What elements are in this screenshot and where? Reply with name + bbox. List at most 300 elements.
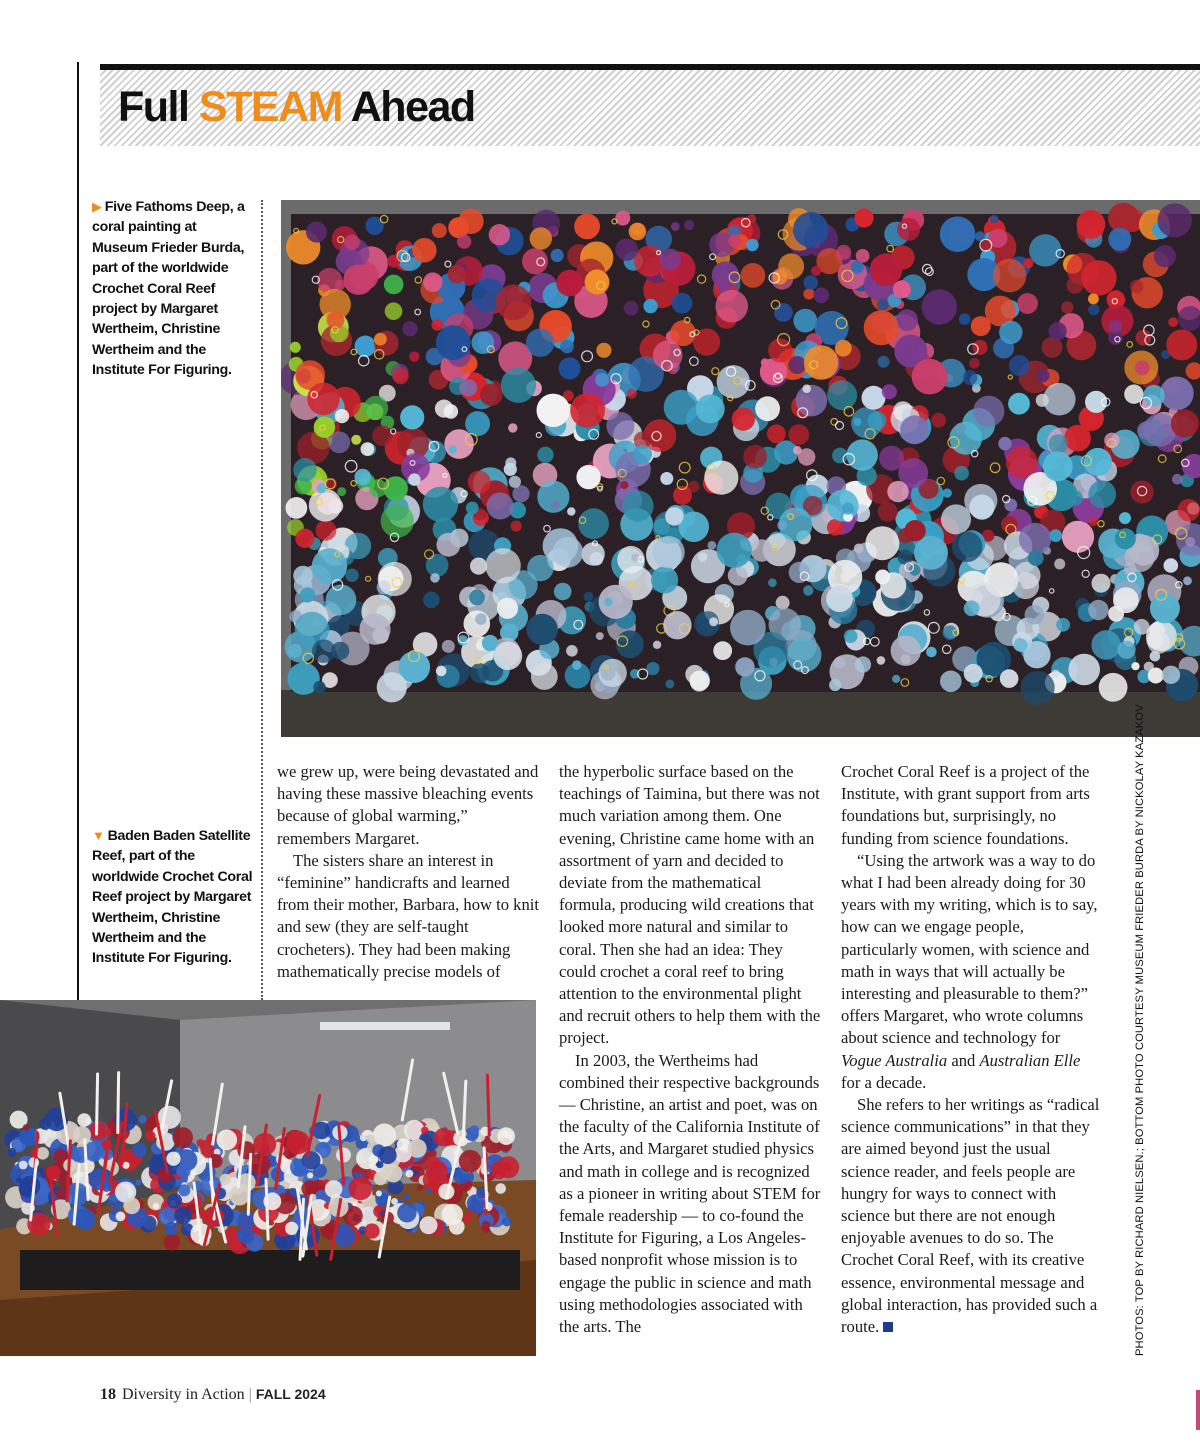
coral-blob: [343, 265, 373, 295]
coral-blob: [464, 610, 491, 637]
coral-blob: [1017, 293, 1038, 314]
coral-blob: [741, 263, 766, 288]
coral-blob: [1109, 320, 1123, 334]
coral-blob: [526, 329, 554, 357]
coral-blob: [1000, 669, 1019, 688]
reef-blob: [470, 1125, 480, 1135]
coral-blob: [599, 585, 633, 619]
reef-blob: [276, 1238, 287, 1249]
coral-blob: [560, 340, 574, 354]
coral-blob: [381, 504, 414, 537]
text-run: “Using the artwork was a way to do what I had been already doing for 30 years with my writing, which is to say, how can we engage people, particularly women, with science and math in ways that will actually be interesting and pleasurable to them?” offers Margaret, who wrote columns about science and technology for: [841, 850, 1098, 1048]
coral-blob: [596, 343, 611, 358]
coral-blob: [931, 413, 946, 428]
reef-blob: [502, 1217, 511, 1226]
coral-blob: [788, 424, 809, 445]
coral-blob: [469, 590, 485, 606]
article-column-3: [841, 761, 1103, 1338]
coral-blob: [708, 541, 717, 550]
coral-blob: [793, 212, 829, 248]
coral-blob: [423, 487, 458, 522]
coral-blob: [335, 409, 349, 423]
coral-blob: [696, 394, 725, 423]
caption-divider: [261, 200, 263, 1000]
coral-blob: [882, 384, 897, 399]
coral-blob: [1172, 474, 1183, 485]
coral-blob: [778, 253, 804, 279]
paragraph: In 2003, the Wertheims had combined their respective backgrounds — Christine, an artist and poet, was on the faculty of the California Institute of the Arts, and Margaret studied physics and math in college and is recognized as a pioneer in writing about STEM for female readership — to co-found the Institute for Figuring, a Los Angeles-based nonprofit whose mission is to engage the public in science and math using methodologies associated with the arts. The: [559, 1050, 821, 1337]
coral-blob: [844, 629, 858, 643]
coral-blob: [584, 592, 594, 602]
coral-blob: [735, 657, 754, 676]
reef-branch: [266, 1179, 268, 1239]
coral-blob: [400, 405, 424, 429]
coral-blob: [659, 249, 681, 271]
coral-blob: [717, 365, 750, 398]
coral-blob: [878, 356, 890, 368]
reef-blob: [397, 1203, 416, 1222]
title-part-1: Full: [118, 83, 189, 131]
coral-blob: [854, 418, 862, 426]
coral-blob: [354, 469, 371, 486]
reef-blob: [366, 1134, 375, 1143]
reef-blob: [364, 1223, 379, 1238]
coral-blob: [1113, 587, 1139, 613]
coral-blob: [760, 358, 787, 385]
paragraph: the hyperbolic surface based on the teachings of Taimina, but there was not much variation among them. One evening, Christine came home with an assortment of yarn and decided to deviate from the mathematical formula, producing wild creations that looked more natural and similar to coral. Then she had an idea: They could crochet a coral reef to bring attention to the environmental plight and recruit others to help them with the project.: [559, 762, 821, 1048]
coral-blob: [436, 666, 447, 677]
coral-blob: [892, 675, 900, 683]
coral-blob: [660, 472, 673, 485]
coral-blob: [891, 636, 921, 666]
coral-blob: [713, 641, 732, 660]
coral-blob: [993, 259, 1027, 293]
coral-blob: [344, 234, 360, 250]
coral-blob: [709, 617, 718, 626]
reef-blob: [153, 1203, 160, 1210]
triangle-right-icon: ▶: [92, 199, 102, 214]
bottom-caption-text: Baden Baden Satellite Reef, part of the worldwide Crochet Coral Reef project by Margaret Wertheim, Christine Wertheim and the Institute For Figuring.: [92, 828, 253, 967]
coral-blob: [300, 587, 315, 602]
coral-blob: [673, 486, 692, 505]
coral-blob: [964, 600, 980, 616]
reef-blob: [497, 1156, 519, 1178]
coral-blob: [312, 639, 336, 663]
reef-blob: [164, 1234, 181, 1251]
coral-blob: [693, 329, 720, 356]
coral-blob: [1054, 559, 1065, 570]
coral-blob: [1036, 369, 1049, 382]
coral-blob: [954, 466, 969, 481]
coral-blob: [378, 562, 412, 596]
coral-blob: [312, 548, 347, 583]
coral-blob: [1025, 605, 1045, 625]
coral-blob: [862, 386, 886, 410]
coral-blob: [1009, 355, 1030, 376]
coral-blob: [827, 380, 857, 410]
satellite-reef-photo: [0, 1000, 536, 1356]
coral-blob: [1088, 480, 1116, 508]
coral-blob: [1049, 529, 1062, 542]
coral-blob: [1178, 499, 1200, 521]
coral-blob: [1150, 651, 1161, 662]
coral-blob: [1021, 671, 1055, 705]
coral-blob: [309, 489, 342, 522]
coral-blob: [897, 218, 920, 241]
coral-blob: [290, 342, 301, 353]
coral-blob: [617, 546, 645, 574]
paragraph: [841, 850, 1103, 1094]
reef-blob: [123, 1197, 140, 1214]
coral-blob: [509, 476, 521, 488]
section-header: [100, 64, 1200, 146]
coral-blob: [643, 299, 657, 313]
coral-blob: [1143, 385, 1165, 407]
left-margin-rule: [77, 62, 79, 1000]
coral-blob: [1066, 277, 1083, 294]
coral-blob: [732, 408, 755, 431]
reef-blob: [324, 1223, 334, 1233]
coral-blob: [1064, 425, 1091, 452]
coral-blob: [1049, 434, 1069, 454]
coral-blob: [364, 396, 388, 420]
coral-blob: [620, 481, 628, 489]
coral-blob: [596, 632, 604, 640]
coral-blob: [949, 422, 982, 455]
reef-branch: [97, 1074, 98, 1134]
coral-blob: [1008, 393, 1030, 415]
coral-blob: [402, 321, 417, 336]
paragraph: The sisters share an interest in “feminine” handicrafts and learned from their mother, Barbara, how to knit and sew (they are self-taught crocheters). They had been making mathematically precise models of: [277, 850, 539, 981]
coral-blob: [1183, 576, 1192, 585]
reef-blob: [442, 1204, 463, 1225]
coral-blob: [1006, 446, 1038, 478]
coral-blob: [842, 502, 854, 514]
coral-blob: [1154, 245, 1176, 267]
reef-blob: [176, 1164, 190, 1178]
coral-blob: [774, 303, 793, 322]
coral-blob: [497, 598, 518, 619]
issue-label: FALL 2024: [255, 1386, 326, 1402]
coral-blob: [430, 573, 440, 583]
coral-blob: [836, 245, 851, 260]
top-photo-caption: [92, 197, 254, 381]
paragraph: we grew up, were being devastated and having these massive bleaching events because of global warming,” remembers Margaret.: [277, 762, 539, 848]
coral-blob: [1171, 410, 1199, 438]
coral-blob: [489, 224, 510, 245]
coral-blob: [1160, 377, 1194, 411]
coral-blob: [444, 404, 458, 418]
coral-blob: [914, 536, 948, 570]
coral-blob: [898, 528, 913, 543]
coral-blob: [551, 501, 559, 509]
coral-blob: [537, 447, 553, 463]
reef-blob: [229, 1185, 249, 1205]
coral-blob: [574, 214, 600, 240]
coral-blob: [665, 680, 674, 689]
coral-blob: [1092, 574, 1111, 593]
coral-blob: [460, 379, 477, 396]
reef-branch: [487, 1075, 489, 1135]
coral-blob: [672, 293, 693, 314]
coral-blob: [959, 313, 971, 325]
reef-blob: [420, 1216, 438, 1234]
coral-wall-illustration: [281, 200, 1200, 737]
coral-blob: [804, 345, 839, 380]
coral-blob: [973, 396, 1004, 427]
reef-blob: [408, 1139, 427, 1158]
coral-blob: [1088, 600, 1108, 620]
reef-blob: [139, 1115, 147, 1123]
coral-blob: [1119, 512, 1131, 524]
reef-blob: [459, 1150, 482, 1173]
coral-wall-photo: [281, 200, 1200, 737]
satellite-reef-illustration: [0, 1000, 536, 1356]
coral-blob: [629, 223, 647, 241]
coral-blob: [436, 325, 471, 360]
coral-blob: [616, 630, 644, 658]
coral-blob: [1089, 517, 1098, 526]
reef-blob: [56, 1188, 67, 1199]
coral-blob: [728, 566, 748, 586]
coral-blob: [877, 299, 889, 311]
reef-blob: [336, 1148, 351, 1163]
coral-blob: [511, 521, 522, 532]
coral-blob: [878, 502, 898, 522]
coral-blob: [847, 439, 878, 470]
coral-blob: [1068, 654, 1100, 686]
coral-blob: [943, 488, 952, 497]
coral-blob: [746, 239, 759, 252]
coral-blob: [1104, 433, 1119, 448]
coral-blob: [1099, 673, 1128, 702]
coral-blob: [505, 457, 516, 468]
reef-blob: [145, 1131, 156, 1142]
coral-blob: [566, 645, 578, 657]
coral-blob: [1143, 413, 1176, 446]
coral-blob: [543, 528, 579, 564]
triangle-down-icon: ▼: [92, 828, 105, 843]
publication-title: Vogue Australia: [841, 1050, 948, 1070]
coral-blob: [448, 265, 467, 284]
reef-blob: [237, 1227, 254, 1244]
coral-blob: [595, 373, 609, 387]
coral-blob: [952, 531, 983, 562]
coral-blob: [788, 356, 806, 374]
coral-blob: [969, 358, 980, 369]
coral-blob: [1062, 521, 1094, 553]
reef-blob: [172, 1127, 193, 1148]
coral-blob: [487, 493, 514, 520]
coral-blob: [604, 598, 612, 606]
coral-blob: [900, 415, 929, 444]
coral-blob: [355, 336, 376, 357]
coral-blob: [570, 393, 605, 428]
coral-blob: [802, 384, 811, 393]
reef-blob: [237, 1211, 255, 1229]
coral-blob: [767, 425, 786, 444]
coral-blob: [1164, 558, 1179, 573]
reef-blob: [135, 1180, 141, 1186]
reef-blob: [376, 1191, 382, 1197]
coral-blob: [804, 275, 819, 290]
coral-blob: [864, 310, 899, 345]
coral-blob: [606, 412, 634, 440]
coral-blob: [361, 442, 375, 456]
coral-blob: [730, 610, 766, 646]
reef-blob: [467, 1194, 486, 1213]
coral-blob: [1130, 280, 1143, 293]
coral-blob: [879, 446, 904, 471]
reef-blob: [307, 1172, 313, 1178]
reef-blob: [132, 1143, 146, 1157]
paragraph: Crochet Coral Reef is a project of the Institute, with grant support from arts foundations but, surprisingly, no funding from science foundations.: [841, 762, 1090, 848]
coral-blob: [875, 570, 890, 585]
text-run: for a decade.: [841, 1072, 927, 1092]
coral-blob: [408, 473, 420, 485]
coral-blob: [743, 445, 767, 469]
article-column-2: [559, 761, 821, 1338]
reef-blob: [164, 1222, 178, 1236]
coral-blob: [494, 642, 523, 671]
reef-blob: [167, 1193, 182, 1208]
coral-blob: [556, 270, 583, 297]
coral-blob: [1084, 448, 1112, 476]
coral-blob: [384, 275, 404, 295]
coral-blob: [295, 529, 314, 548]
coral-blob: [1130, 480, 1153, 503]
reef-blob: [385, 1165, 403, 1183]
coral-blob: [1043, 383, 1076, 416]
section-title: [118, 83, 475, 131]
coral-blob: [393, 368, 409, 384]
reef-blob: [349, 1177, 373, 1201]
coral-blob: [1029, 234, 1061, 266]
coral-blob: [633, 445, 652, 464]
coral-blob: [485, 548, 520, 583]
coral-blob: [690, 671, 710, 691]
text-run: She refers to her writings as “radical science communications” in that they are aimed beyond just the usual science reader, and feels people are hungry for ways to connect with science but there are not enough enjoyable avenues to do so. The Crochet Coral Reef, with its creative essence, environmental message and global interaction, has provided such a route.: [841, 1095, 1100, 1337]
coral-blob: [851, 261, 864, 274]
coral-blob: [1158, 203, 1192, 237]
coral-blob: [835, 340, 852, 357]
coral-blob: [466, 502, 479, 515]
reef-blob: [7, 1148, 16, 1157]
coral-blob: [717, 533, 752, 568]
reef-blob: [73, 1126, 91, 1144]
coral-blob: [496, 285, 532, 321]
coral-blob: [998, 437, 1011, 450]
reef-blob: [302, 1151, 321, 1170]
coral-blob: [627, 389, 637, 399]
coral-blob: [973, 340, 988, 355]
coral-blob: [293, 458, 317, 482]
coral-blob: [307, 383, 340, 416]
coral-blob: [969, 495, 994, 520]
coral-blob: [751, 539, 773, 561]
reef-blob: [220, 1174, 231, 1185]
reef-blob: [178, 1184, 190, 1196]
coral-blob: [567, 507, 575, 515]
reef-blob: [19, 1129, 35, 1145]
coral-blob: [943, 625, 958, 640]
reef-blob: [166, 1152, 180, 1166]
coral-blob: [465, 411, 490, 436]
coral-blob: [387, 255, 400, 268]
text-run: and: [947, 1050, 980, 1070]
reef-blob: [77, 1113, 91, 1127]
coral-blob: [470, 558, 487, 575]
reef-blob: [116, 1212, 126, 1222]
reef-blob: [495, 1183, 506, 1194]
paragraph: [841, 1094, 1103, 1338]
coral-blob: [651, 566, 678, 593]
coral-blob: [554, 583, 572, 601]
coral-blob: [316, 520, 337, 541]
coral-blob: [372, 425, 393, 446]
coral-blob: [684, 220, 694, 230]
coral-blob: [426, 554, 449, 577]
coral-blob: [581, 542, 604, 565]
page-edge-tab: [1196, 1390, 1200, 1430]
end-of-article-mark: [883, 1322, 893, 1332]
coral-blob: [1061, 301, 1073, 313]
coral-blob: [345, 569, 358, 582]
coral-blob: [715, 290, 748, 323]
coral-blob: [1085, 391, 1107, 413]
coral-blob: [826, 585, 853, 612]
coral-blob: [803, 585, 813, 595]
coral-blob: [431, 319, 443, 331]
coral-blob: [1068, 491, 1083, 506]
coral-blob: [457, 234, 471, 248]
coral-blob: [814, 288, 830, 304]
reef-blob: [217, 1130, 238, 1151]
coral-blob: [999, 321, 1022, 344]
coral-blob: [1077, 210, 1106, 239]
coral-blob: [423, 592, 440, 609]
coral-blob: [598, 659, 626, 687]
coral-blob: [855, 656, 871, 672]
title-accent: STEAM: [198, 83, 342, 131]
coral-blob: [432, 223, 447, 238]
coral-blob: [437, 533, 461, 557]
coral-blob: [897, 549, 912, 564]
coral-blob: [1028, 550, 1044, 566]
coral-blob: [1004, 499, 1017, 512]
reef-blob: [391, 1198, 398, 1205]
coral-blob: [314, 417, 335, 438]
reef-blob: [74, 1209, 95, 1230]
title-part-2: Ahead: [350, 83, 475, 131]
coral-blob: [779, 508, 813, 542]
coral-blob: [1117, 641, 1135, 659]
coral-blob: [1049, 322, 1067, 340]
reef-blob: [482, 1221, 491, 1230]
reef-blob: [434, 1128, 452, 1146]
coral-blob: [768, 578, 777, 587]
coral-blob: [559, 357, 581, 379]
coral-blob: [926, 647, 937, 658]
coral-blob: [585, 270, 610, 295]
reef-blob: [417, 1184, 423, 1190]
reef-blob: [462, 1214, 471, 1223]
coral-blob: [374, 333, 387, 346]
coral-blob: [537, 394, 570, 427]
coral-blob: [854, 544, 864, 554]
reef-blob: [197, 1139, 205, 1147]
reef-blob: [421, 1127, 429, 1135]
